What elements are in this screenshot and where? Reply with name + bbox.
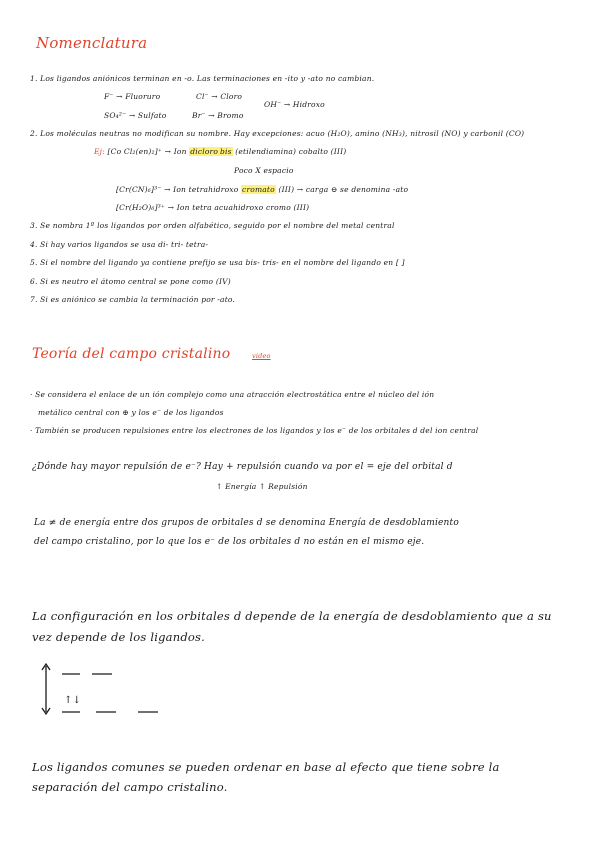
- orbital-splitting-diagram: [28, 660, 178, 720]
- rule-3: 3. Se nombra 1º los ligandos por orden alfabético, seguido por el nombre del metal central: [30, 221, 395, 230]
- rule-7: 7. Si es aniónico se cambia la terminación por -ato.: [30, 295, 236, 304]
- rule-1: 1. Los ligandos aniónicos terminan en -o. Las terminaciones en -ito y -ato no cambian.: [30, 74, 375, 83]
- example-2-rest: (III) → carga ⊖ se denomina -ato: [278, 185, 409, 194]
- bullet-1-cont: metálico central con ⊕ y los e⁻ de los ligandos: [38, 408, 224, 417]
- example-1: [94, 147, 346, 156]
- rule-6: 6. Si es neutro el átomo central se pone como (IV): [30, 277, 231, 286]
- example-1-bis: bis: [220, 147, 232, 156]
- example-1-rest: (etilendiamina) cobalto (III): [235, 147, 347, 156]
- example-cloro: Cl⁻ → Cloro: [196, 92, 243, 101]
- section-title-nomenclatura: Nomenclatura: [36, 34, 148, 52]
- example-fluor: F⁻ → Fluoruro: [104, 92, 161, 101]
- example-label: Ej:: [94, 147, 105, 156]
- config-paragraph-line-1: La configuración en los orbitales d depende de la energía de desdoblamiento que a su: [32, 609, 552, 623]
- example-bromo: Br⁻ → Bromo: [192, 111, 244, 120]
- example-sulfato: SO₄²⁻ → Sulfato: [104, 111, 167, 120]
- bullet-1: · Se considera el enlace de un ión complejo como una atracción electrostática entre el núcleo del ión: [30, 390, 435, 399]
- ligand-paragraph-line-2: separación del campo cristalino.: [32, 780, 228, 794]
- example-hidroxo: OH⁻ → Hidroxo: [264, 100, 325, 109]
- ligand-paragraph-line-1: Los ligandos comunes se pueden ordenar en base al efecto que tiene sobre la: [32, 760, 500, 774]
- rule-4: 4. Si hay varios ligandos se usa di- tri- tetra-: [30, 240, 209, 249]
- example-2: [116, 185, 408, 194]
- example-1-formula: [Co Cl₂(en)₂]⁺ → Ion: [107, 147, 187, 156]
- example-2-formula: [Cr(CN)₆]³⁻ → Ion tetrahidroxo: [116, 185, 239, 194]
- repulsion-question: ¿Dónde hay mayor repulsión de e⁻? Hay + repulsión cuando va por el = eje del orbital d: [32, 462, 453, 472]
- example-1-highlight: dicloro: [190, 147, 219, 156]
- energy-arrow: [42, 664, 50, 714]
- rule-5: 5. Si el nombre del ligando ya contiene prefijo se usa bis- tris- en el nombre del ligando en [ ]: [30, 258, 405, 267]
- config-paragraph-line-2: vez depende de los ligandos.: [32, 630, 205, 644]
- energy-paragraph-line-1: La ≠ de energía entre dos grupos de orbitales d se denomina Energía de desdoblamiento: [34, 518, 459, 528]
- example-2-highlight: cromato: [242, 185, 275, 194]
- paired-electrons: ↑↓: [64, 695, 82, 706]
- rule-2: 2. Los moléculas neutras no modifican su nombre. Hay excepciones: acuo (H₂O), amino (NH₃), nitrosil (NO) y carbonil (CO): [30, 129, 525, 138]
- bullet-2: · También se producen repulsiones entre los electrones de los ligandos y los e⁻ de los orbitales d del ion central: [30, 426, 479, 435]
- section-title-campo-cristalino: Teoría del campo cristalino: [32, 346, 231, 362]
- energy-paragraph-line-2: del campo cristalino, por lo que los e⁻ de los orbitales d no están en el mismo eje.: [34, 537, 425, 547]
- example-3: [Cr(H₂O)₆]³⁺ → Ion tetra acuahidroxo cromo (III): [116, 203, 310, 212]
- example-1-note: Poco X espacio: [234, 166, 294, 175]
- energy-repulsion-note: ↑ Energía ↑ Repulsión: [216, 482, 308, 491]
- video-tag: video: [252, 352, 271, 360]
